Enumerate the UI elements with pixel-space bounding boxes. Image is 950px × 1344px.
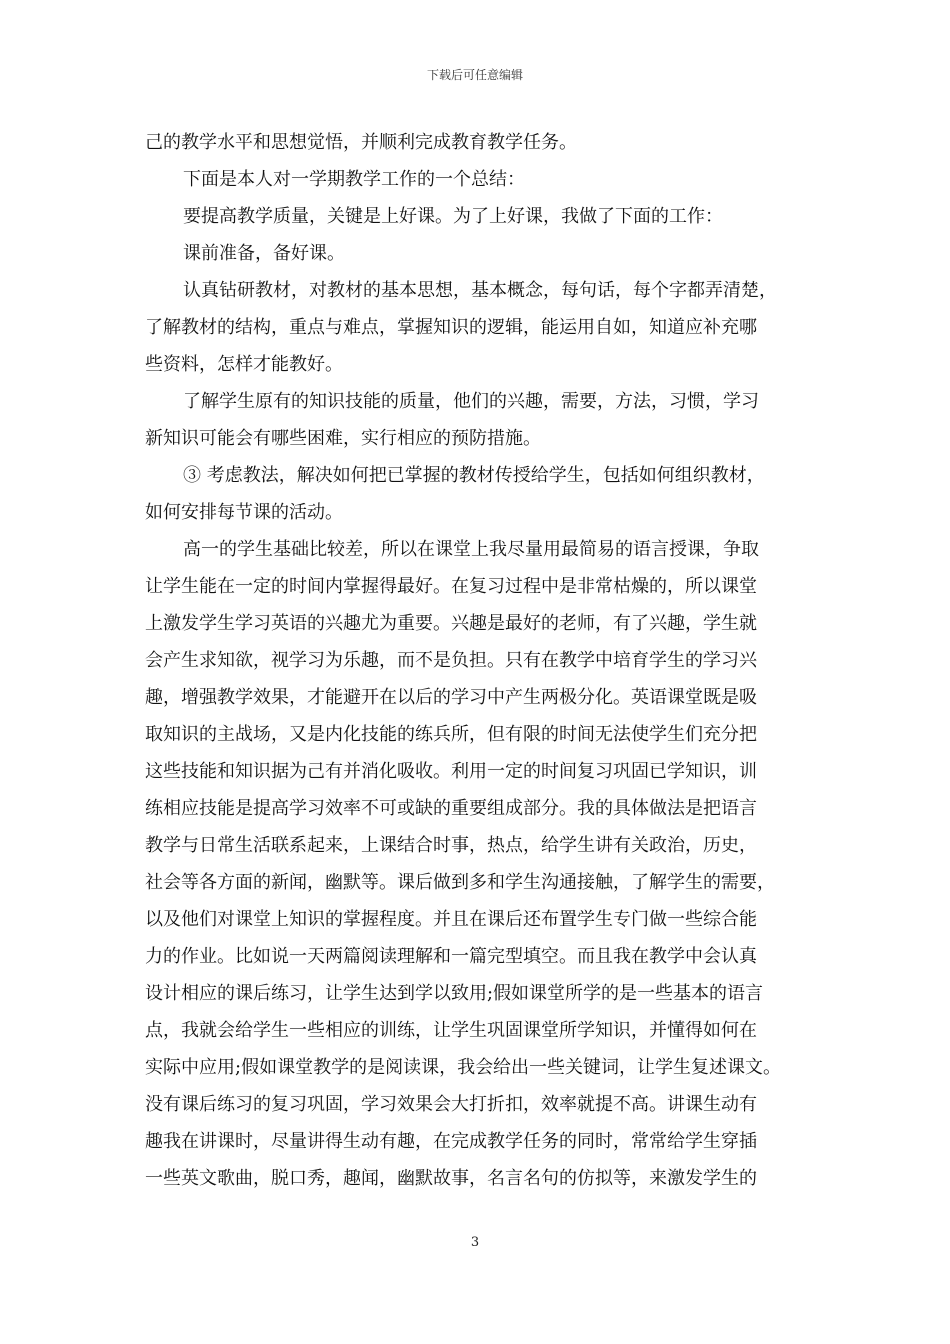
text-line: ③ 考虑教法，解决如何把已掌握的教材传授给学生，包括如何组织教材， — [183, 465, 765, 486]
text-line: 了解学生原有的知识技能的质量，他们的兴趣，需要，方法，习惯，学习 — [183, 391, 759, 412]
text-line: 点，我就会给学生一些相应的训练，让学生巩固课堂所学知识，并懂得如何在 — [145, 1020, 757, 1041]
text-line: 认真钻研教材，对教材的基本思想，基本概念，每句话，每个字都弄清楚， — [183, 280, 777, 301]
text-line: 己的教学水平和思想觉悟，并顺利完成教育教学任务。 — [145, 132, 577, 153]
text-line: 练相应技能是提高学习效率不可或缺的重要组成部分。我的具体做法是把语言 — [145, 798, 757, 819]
text-line: 趣我在讲课时，尽量讲得生动有趣，在完成教学任务的同时，常常给学生穿插 — [145, 1131, 757, 1152]
text-line: 新知识可能会有哪些困难，实行相应的预防措施。 — [145, 428, 541, 449]
page-number: 3 — [470, 1235, 480, 1250]
text-line: 高一的学生基础比较差，所以在课堂上我尽量用最简易的语言授课，争取 — [183, 539, 759, 560]
text-line: 取知识的主战场，又是内化技能的练兵所，但有限的时间无法使学生们充分把 — [145, 724, 757, 745]
text-line: 了解教材的结构，重点与难点，掌握知识的逻辑，能运用自如，知道应补充哪 — [145, 317, 757, 338]
text-line: 趣，增强教学效果，才能避开在以后的学习中产生两极分化。英语课堂既是吸 — [145, 687, 757, 708]
document-body — [145, 124, 810, 1197]
text-line: 没有课后练习的复习巩固，学习效果会大打折扣，效率就提不高。讲课生动有 — [145, 1094, 757, 1115]
text-line: 让学生能在一定的时间内掌握得最好。在复习过程中是非常枯燥的，所以课堂 — [145, 576, 757, 597]
text-line: 实际中应用;假如课堂教学的是阅读课，我会给出一些关键词，让学生复述课文。 — [145, 1057, 782, 1078]
page-header: 下载后可任意编辑 — [426, 68, 523, 82]
text-line: 会产生求知欲，视学习为乐趣，而不是负担。只有在教学中培育学生的学习兴 — [145, 650, 757, 671]
text-line: 课前准备，备好课。 — [183, 243, 345, 264]
text-line: 些资料，怎样才能教好。 — [145, 354, 343, 375]
text-line: 力的作业。比如说一天两篇阅读理解和一篇完型填空。而且我在教学中会认真 — [145, 946, 757, 967]
text-line: 一些英文歌曲，脱口秀，趣闻，幽默故事，名言名句的仿拟等，来激发学生的 — [145, 1168, 757, 1189]
text-line: 设计相应的课后练习，让学生达到学以致用;假如课堂所学的是一些基本的语言 — [145, 983, 764, 1004]
text-line: 如何安排每节课的活动。 — [145, 502, 343, 523]
text-line: 社会等各方面的新闻，幽默等。课后做到多和学生沟通接触，了解学生的需要， — [145, 872, 775, 893]
text-line: 下面是本人对一学期教学工作的一个总结： — [183, 169, 525, 190]
text-line: 要提高教学质量，关键是上好课。为了上好课，我做了下面的工作： — [183, 206, 723, 227]
text-line: 上激发学生学习英语的兴趣尤为重要。兴趣是最好的老师，有了兴趣，学生就 — [145, 613, 757, 634]
text-line: 教学与日常生活联系起来，上课结合时事，热点，给学生讲有关政治，历史， — [145, 835, 757, 856]
text-line: 这些技能和知识据为己有并消化吸收。利用一定的时间复习巩固已学知识，训 — [145, 761, 757, 782]
text-line: 以及他们对课堂上知识的掌握程度。并且在课后还布置学生专门做一些综合能 — [145, 909, 757, 930]
